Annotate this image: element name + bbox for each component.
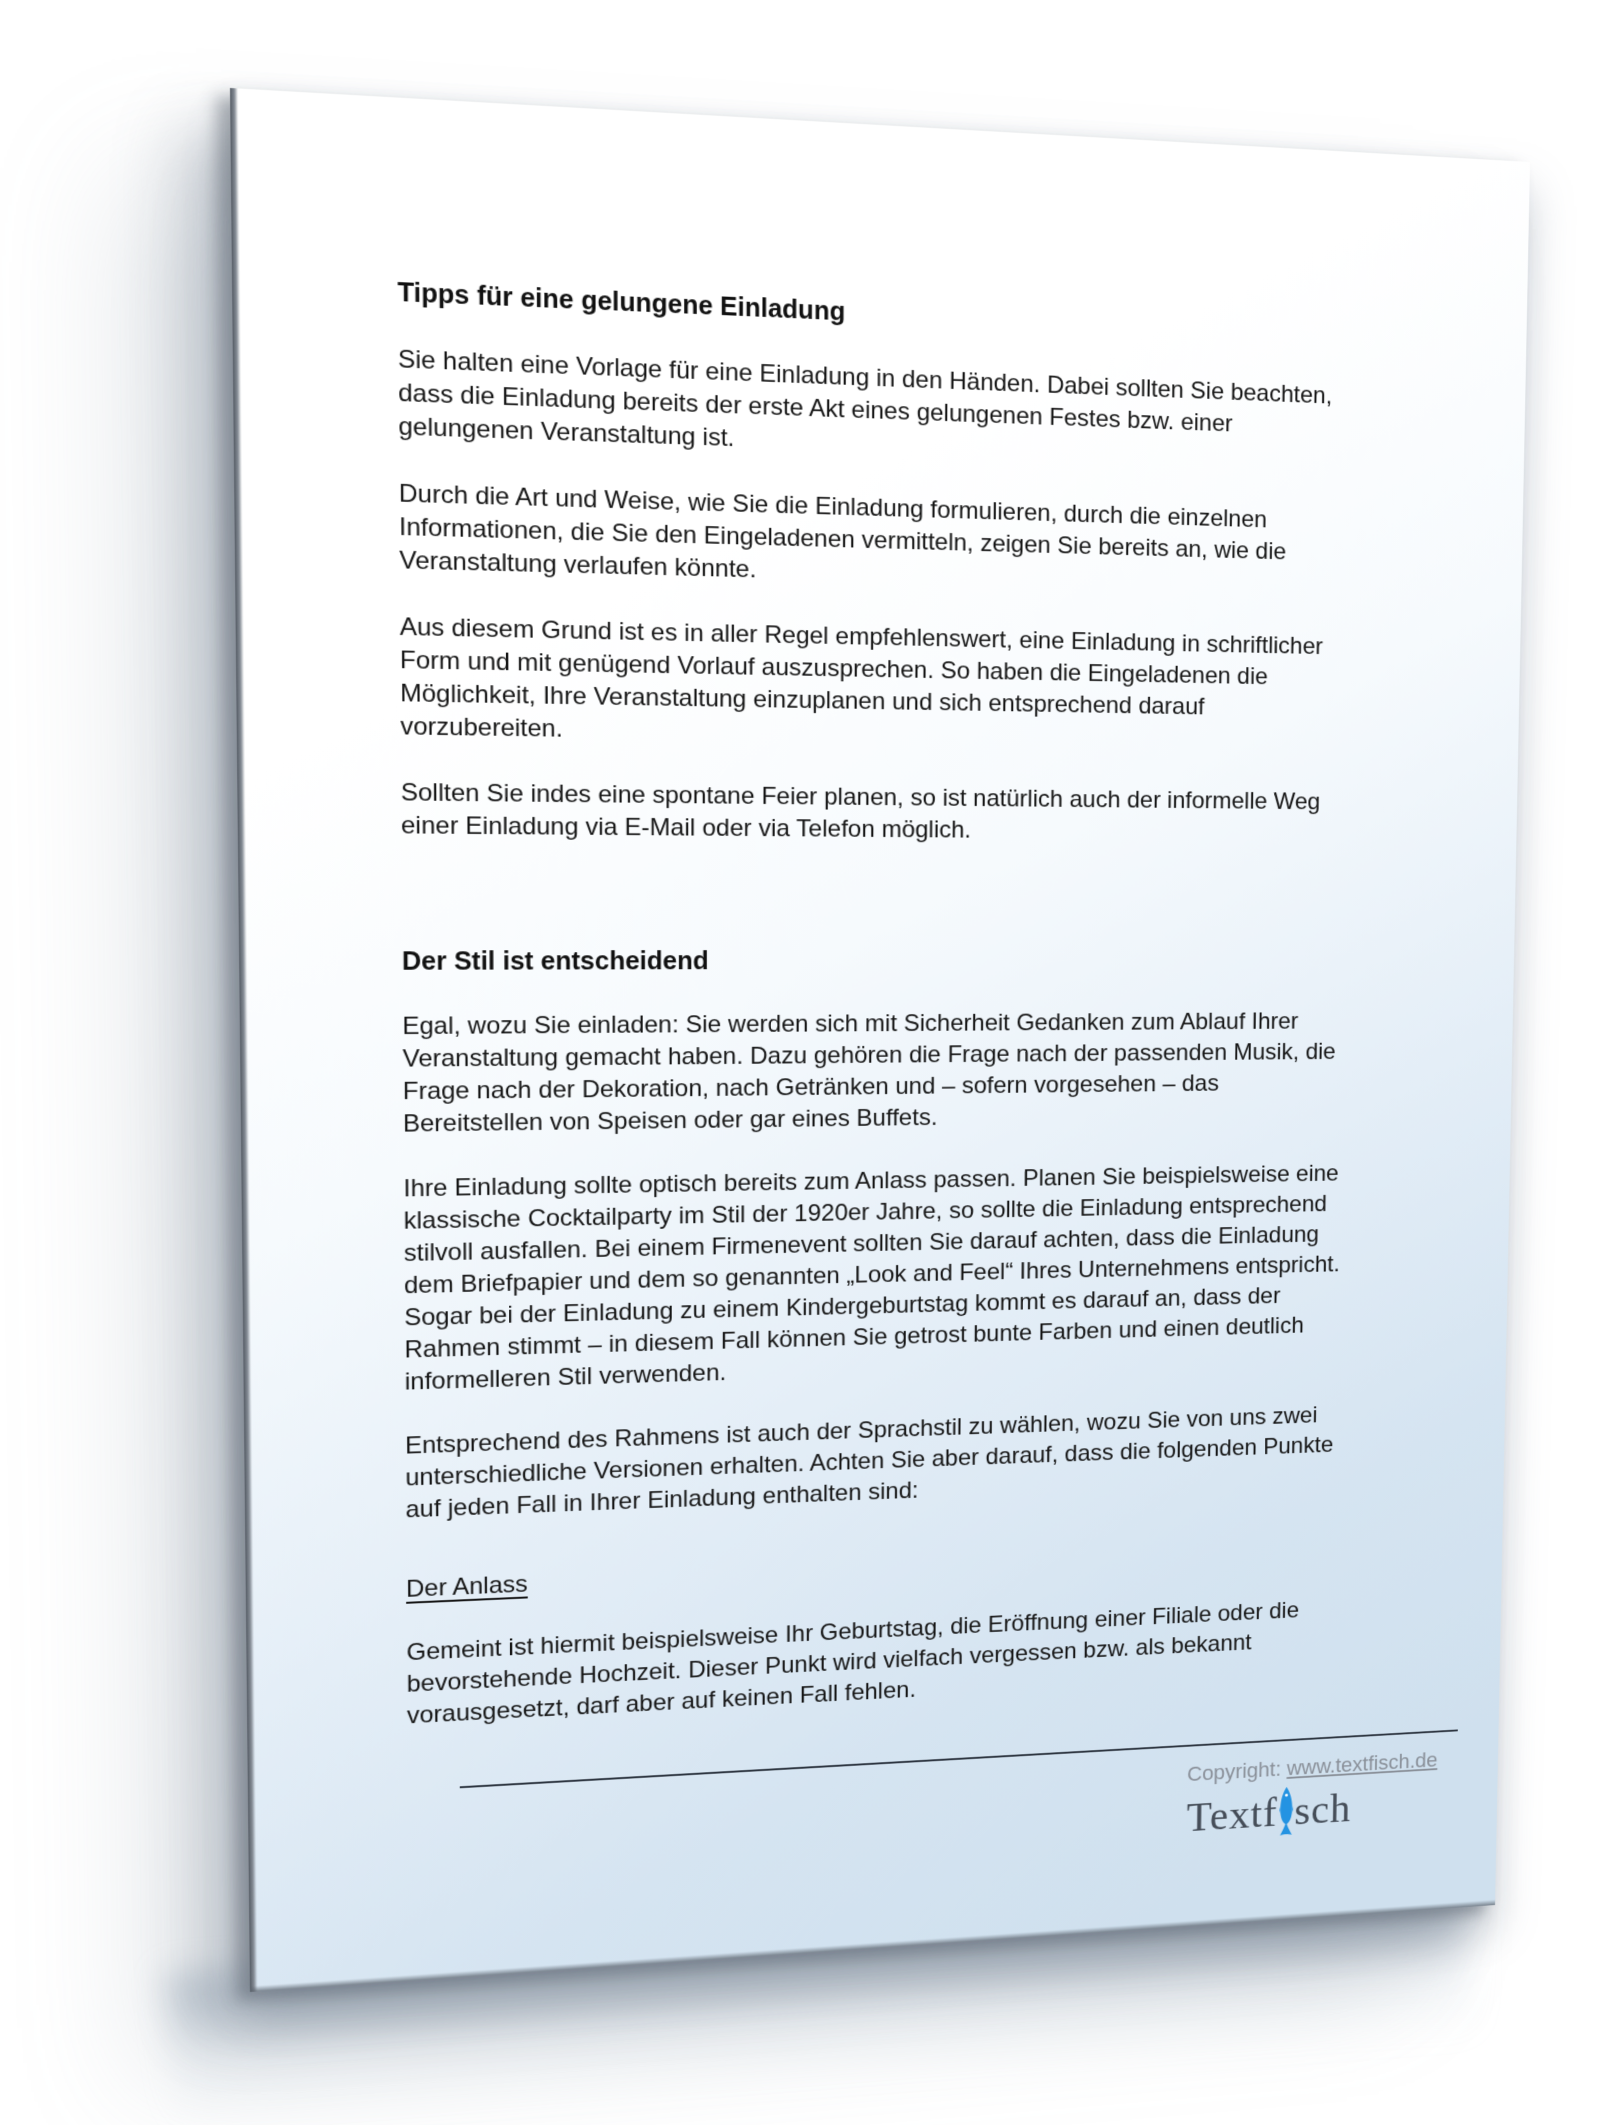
fish-icon	[1278, 1783, 1295, 1839]
paragraph-intro-2: Durch die Art und Weise, wie Sie die Einladung formulieren, durch die einzelnen Informationen, die Sie den Eingeladenen vermitteln, zeigen Sie bereits an, wie die Veranstaltung verlaufen könnte.	[398, 479, 1287, 584]
paragraph-stil-1: Egal, wozu Sie einladen: Sie werden sich mit Sicherheit Gedanken zum Ablauf Ihrer Veranstaltung gemacht haben. Dazu gehören die Frage nach der passenden Musik, die Frage nach der Dekoration, nach Getränken und – sofern vorgesehen – das Bereitstellen von Speisen oder gar eines Buffets.	[402, 1008, 1336, 1138]
copyright-link[interactable]: www.textfisch.de	[1286, 1747, 1438, 1780]
paragraph-anlass-1: Gemeint ist hiermit beispielsweise Ihr Geburtstag, die Eröffnung einer Filiale oder die bevorstehende Hochzeit. Dieser Punkt wird vielfach vergessen bzw. als bekannt vorausgesetzt, darf aber auf keinen Fall fehlen.	[406, 1597, 1300, 1730]
logo-text-post: sch	[1293, 1785, 1352, 1834]
footer-rule	[460, 1729, 1458, 1891]
subheading-anlass: Der Anlass	[405, 1570, 528, 1603]
section-heading-stil: Der Stil ist entscheidend	[401, 947, 709, 976]
paragraph-stil-2: Ihre Einladung sollte optisch bereits zum Anlass passen. Planen Sie beispielsweise eine klassische Cocktailparty im Stil der 1920er Jahre, so sollte die Einladung entsprechend stilvoll ausfallen. Bei einem Firmenevent sollten Sie darauf achten, dass die Einladung dem Briefpapier und dem so genannten „Look and Feel“ Ihres Unternehmens entspricht. Sogar bei der Einladung zu einem Kindergeburtstag kommt es darauf an, dass der Rahmen stimmt – in diesem Fall können Sie getrost bunte Farben und einen deutlich informelleren Stil verwenden.	[403, 1160, 1340, 1396]
paragraph-stil-3: Entsprechend des Rahmens ist auch der Sprachstil zu wählen, wozu Sie von uns zwei unterschiedliche Versionen erhalten. Achten Sie aber darauf, dass die folgenden Punkte auf jeden Fall in Ihrer Einladung enthalten sind:	[405, 1402, 1334, 1524]
footer-block	[1186, 1746, 1457, 1845]
paragraph-intro-4: Sollten Sie indes eine spontane Feier planen, so ist natürlich auch der informelle Weg einer Einladung via E-Mail oder via Telefon möglich.	[400, 778, 1321, 844]
copyright-label: Copyright:	[1186, 1756, 1287, 1786]
logo-text-pre: Textf	[1186, 1789, 1278, 1841]
document-sheet	[230, 88, 1530, 1992]
paragraph-intro-1: Sie halten eine Vorlage für eine Einladung in den Händen. Dabei sollten Sie beachten, dass die Einladung bereits der erste Akt eines gelungenen Festes bzw. einer gelungenen Veranstaltung ist.	[397, 345, 1333, 453]
doc-title: Tipps für eine gelungene Einladung	[397, 277, 846, 327]
paragraph-intro-3: Aus diesem Grund ist es in aller Regel empfehlenswert, eine Einladung in schriftlicher Form und mit genügend Vorlauf auszusprechen. So haben die Eingeladenen die Möglichkeit, Ihre Veranstaltung einzuplanen und sich entsprechend darauf vorzubereiten.	[399, 613, 1324, 743]
document-body	[397, 276, 1438, 1895]
